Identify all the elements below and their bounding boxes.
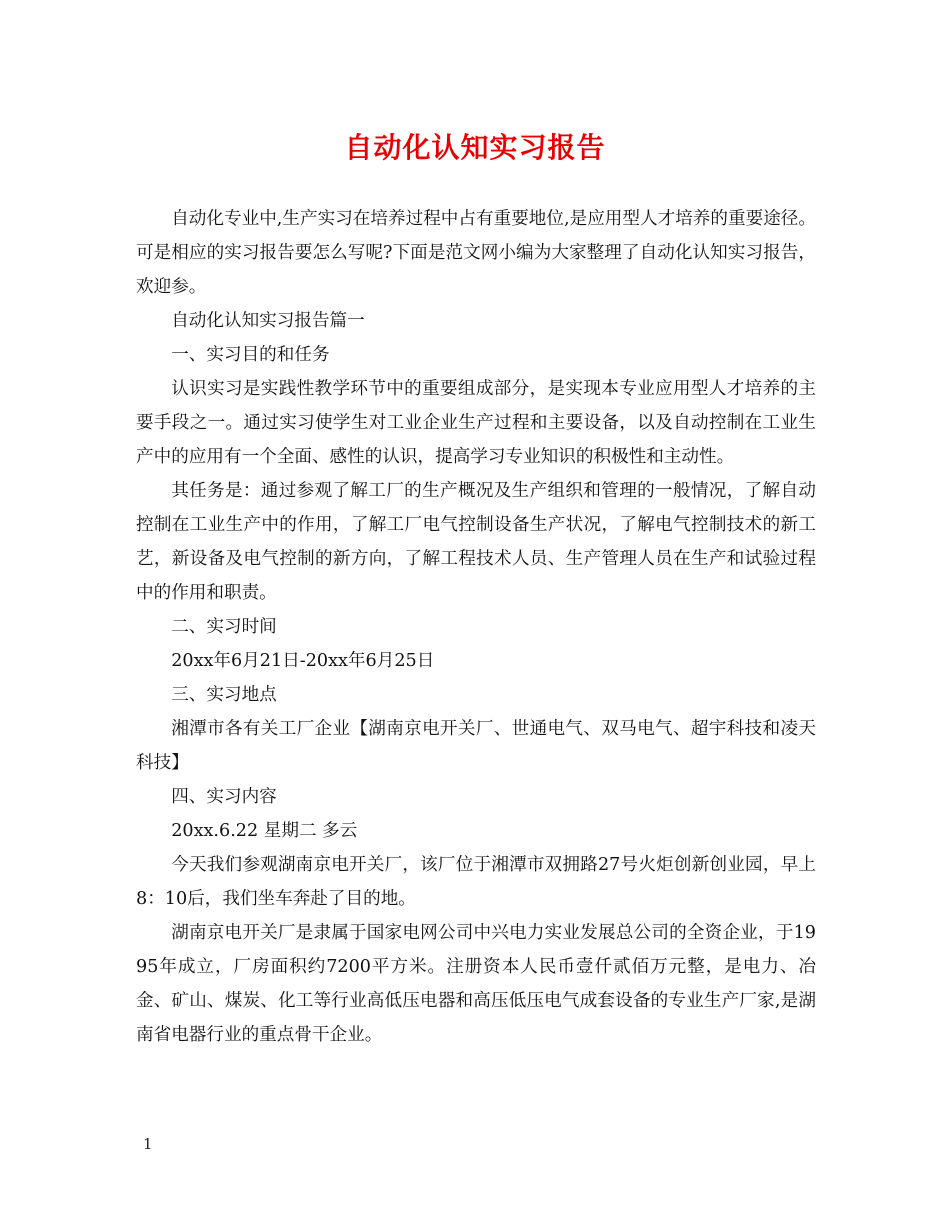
- heading-purpose: 一、实习目的和任务: [171, 345, 330, 365]
- paragraph-tasks: 其任务是：通过参观了解工厂的生产概况及生产组织和管理的一般情况，了解自动控制在工业生产中的作用，了解工厂电气控制设备生产状况，了解电气控制技术的新工艺，新设备及电气控制的新方向，了解工程技术人员、生产管理人员在生产和试验过程中的作用和职责。: [136, 481, 816, 603]
- paragraph-time: 20xx年6月21日-20xx年6月25日: [171, 651, 435, 671]
- heading-content: 四、实习内容: [171, 787, 277, 807]
- document-title: 自动化认知实习报告: [344, 131, 606, 164]
- page-number: 1: [143, 1135, 153, 1153]
- document-body: [136, 202, 816, 1052]
- heading-location: 三、实习地点: [171, 685, 277, 705]
- paragraph-purpose: 认识实习是实践性教学环节中的重要组成部分，是实现本专业应用型人才培养的主要手段之一。通过实习使学生对工业企业生产过程和主要设备，以及自动控制在工业生产中的应用有一个全面、感性的认识，提高学习专业知识的积极性和主动性。: [136, 379, 816, 467]
- paragraph-section-heading: 自动化认知实习报告篇一: [171, 311, 365, 331]
- paragraph-location: 湘潭市各有关工厂企业【湖南京电开关厂、世通电气、双马电气、超宇科技和凌天科技】: [136, 719, 816, 773]
- paragraph-visit: 今天我们参观湖南京电开关厂，该厂位于湘潭市双拥路27号火炬创新创业园，早上8：10后，我们坐车奔赴了目的地。: [136, 855, 816, 909]
- heading-time: 二、实习时间: [171, 617, 277, 637]
- paragraph-date: 20xx.6.22 星期二 多云: [171, 821, 358, 841]
- paragraph-company: 湖南京电开关厂是隶属于国家电网公司中兴电力实业发展总公司的全资企业，于1995年成立，厂房面积约7200平方米。注册资本人民币壹仟贰佰万元整，是电力、冶金、矿山、煤炭、化工等行业高低压电器和高压低压电气成套设备的专业生产厂家,是湖南省电器行业的重点骨干企业。: [136, 923, 816, 1045]
- paragraph-intro: 自动化专业中,生产实习在培养过程中占有重要地位,是应用型人才培养的重要途径。可是相应的实习报告要怎么写呢?下面是范文网小编为大家整理了自动化认知实习报告，欢迎参。: [136, 209, 816, 297]
